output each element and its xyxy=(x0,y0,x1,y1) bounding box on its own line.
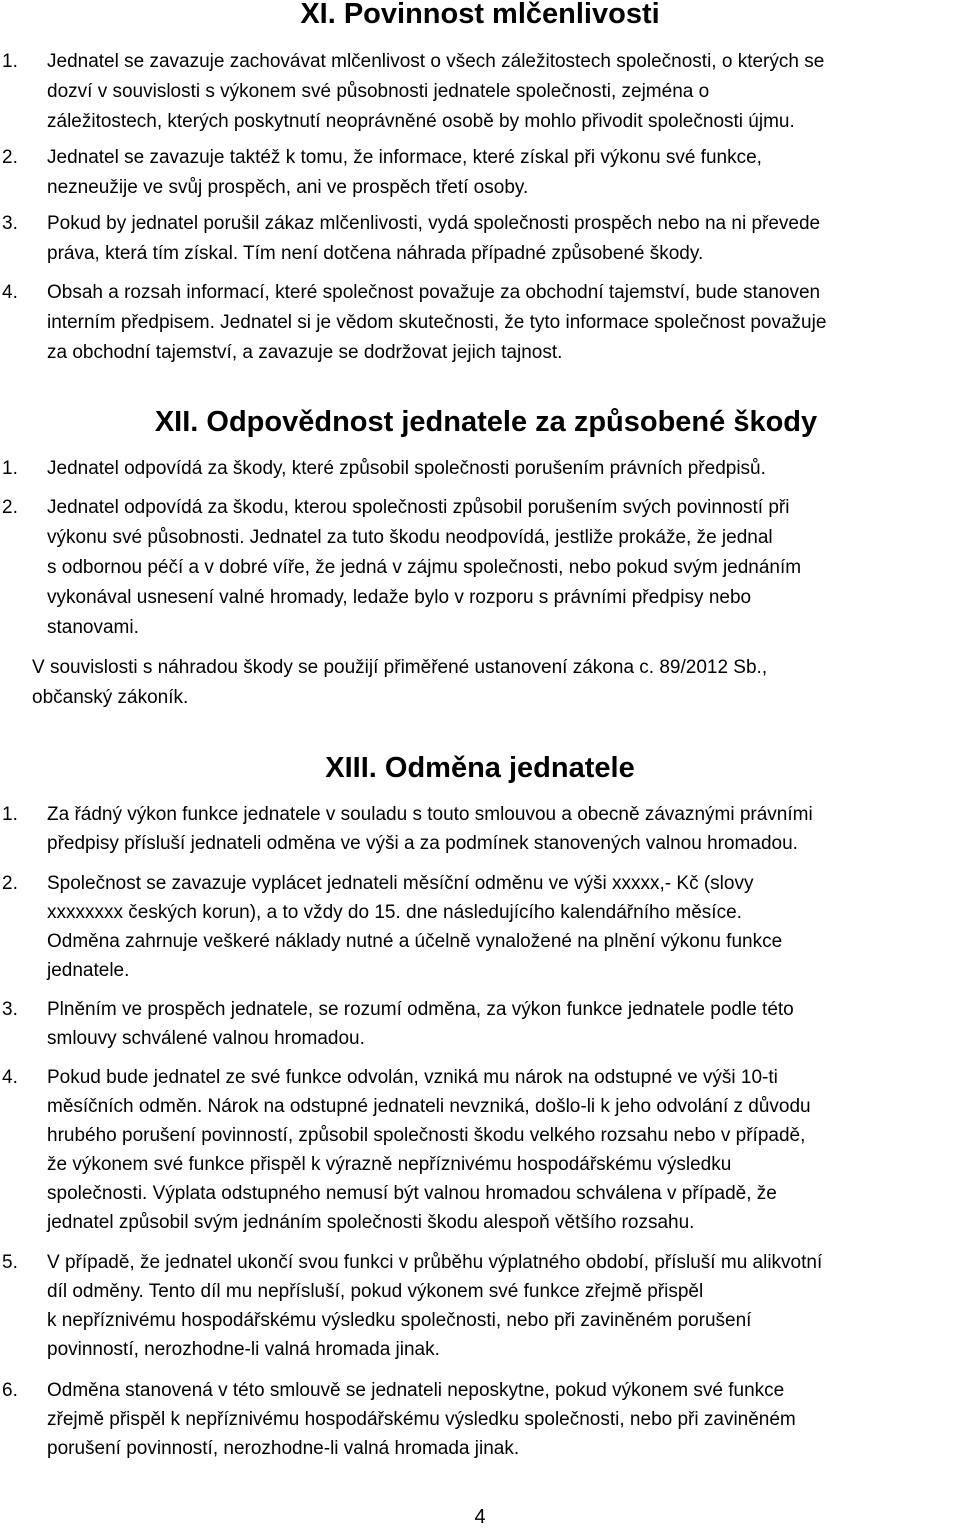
item-number: 5. xyxy=(2,1252,18,1273)
item-text xyxy=(47,143,957,203)
section-paragraph xyxy=(32,653,957,713)
item-number: 4. xyxy=(2,282,18,303)
item-text xyxy=(47,1248,957,1364)
text-line: povinností, nerozhodne-li valná hromada jinak. xyxy=(47,1339,440,1360)
text-line: Pokud bude jednatel ze své funkce odvolán, vzniká mu nárok na odstupné ve výši 10-ti xyxy=(47,1067,778,1088)
section-heading-xii: XII. Odpovědnost jednatele za způsobené škody xyxy=(154,406,818,438)
item-number: 2. xyxy=(2,497,18,518)
item-text xyxy=(47,1376,957,1463)
page-number: 4 xyxy=(474,1506,486,1528)
section-heading-xiii: XIII. Odměna jednatele xyxy=(325,752,635,784)
text-line: smlouvy schválené valnou hromadou. xyxy=(47,1028,365,1049)
text-line: společnosti. Výplata odstupného nemusí být valnou hromadou schválena v případě, že xyxy=(47,1183,777,1204)
text-line: Jednatel odpovídá za škody, které způsobil společnosti porušením právních předpisů. xyxy=(47,458,766,479)
item-text xyxy=(47,493,957,643)
text-line: zřejmě přispěl k nepříznivému hospodářskému výsledku společnosti, nebo při zaviněném xyxy=(47,1409,796,1430)
text-line: V souvislosti s náhradou škody se použijí přiměřené ustanovení zákona c. 89/2012 Sb., xyxy=(32,657,768,678)
item-number: 2. xyxy=(2,873,18,894)
text-line: s odbornou péčí a v dobré víře, že jedná v zájmu společnosti, nebo pokud svým jednáním xyxy=(47,557,802,578)
item-number: 2. xyxy=(2,147,18,168)
section-heading-xi: XI. Povinnost mlčenlivosti xyxy=(300,0,660,30)
text-line: díl odměny. Tento díl mu nepřísluší, pokud výkonem své funkce zřejmě přispěl xyxy=(47,1281,704,1302)
item-number: 3. xyxy=(2,213,18,234)
text-line: interním předpisem. Jednatel si je vědom skutečnosti, že tyto informace společnost považuje xyxy=(47,312,827,333)
item-text xyxy=(47,278,957,368)
text-line: Obsah a rozsah informací, které společnost považuje za obchodní tajemství, bude stanoven xyxy=(47,282,821,303)
text-line: jednatele. xyxy=(47,960,130,981)
text-line: měsíčních odměn. Nárok na odstupné jednateli nevzniká, došlo-li k jeho odvolání z důvodu xyxy=(47,1096,811,1117)
item-number: 3. xyxy=(2,999,18,1020)
text-line: výkonu své působnosti. Jednatel za tuto škodu neodpovídá, jestliže prokáže, že jednal xyxy=(47,527,773,548)
text-line: Společnost se zavazuje vyplácet jednateli měsíční odměnu ve výši xxxxx,- Kč (slovy xyxy=(47,873,754,894)
text-line: Pokud by jednatel porušil zákaz mlčenlivosti, vydá společnosti prospěch nebo na ni převede xyxy=(47,213,821,234)
text-line: za obchodní tajemství, a zavazuje se dodržovat jejich tajnost. xyxy=(47,342,563,363)
text-line: vykonával usnesení valné hromady, ledaže bylo v rozporu s právními předpisy nebo xyxy=(47,587,752,608)
item-number: 4. xyxy=(2,1067,18,1088)
text-line: Odměna stanovená v této smlouvě se jednateli neposkytne, pokud výkonem své funkce xyxy=(47,1380,785,1401)
item-number: 1. xyxy=(2,458,18,479)
item-text xyxy=(47,209,957,269)
item-number: 6. xyxy=(2,1380,18,1401)
text-line: Jednatel se zavazuje taktéž k tomu, že informace, které získal při výkonu své funkce, xyxy=(47,147,762,168)
text-line: hrubého porušení povinností, způsobil společnosti škodu velkého rozsahu nebo v případě, xyxy=(47,1125,806,1146)
text-line: práva, která tím získal. Tím není dotčena náhrada případné způsobené škody. xyxy=(47,243,704,264)
text-line: nezneužije ve svůj prospěch, ani ve prospěch třetí osoby. xyxy=(47,177,529,198)
text-line: stanovami. xyxy=(47,617,139,638)
item-text xyxy=(47,800,957,858)
text-line: jednatel způsobil svým jednáním společnosti škodu alespoň většího rozsahu. xyxy=(47,1212,695,1233)
text-line: Jednatel se zavazuje zachovávat mlčenlivost o všech záležitostech společnosti, o kterých se xyxy=(47,51,825,72)
item-text xyxy=(47,995,957,1053)
text-line: xxxxxxxx českých korun), a to vždy do 15. dne následujícího kalendářního měsíce. xyxy=(47,902,742,923)
text-line: V případě, že jednatel ukončí svou funkci v průběhu výplatného období, přísluší mu alikvotní xyxy=(47,1252,823,1273)
item-text xyxy=(47,1063,957,1237)
item-text xyxy=(47,869,957,985)
item-number: 1. xyxy=(2,804,18,825)
text-line: Za řádný výkon funkce jednatele v souladu s touto smlouvou a obecně závaznými právními xyxy=(47,804,813,825)
text-line: k nepříznivému hospodářskému výsledku společnosti, nebo při zaviněném porušení xyxy=(47,1310,752,1331)
text-line: předpisy přísluší jednateli odměna ve výši a za podmínek stanovených valnou hromadou. xyxy=(47,833,798,854)
item-text xyxy=(47,47,957,137)
text-line: Odměna zahrnuje veškeré náklady nutné a účelně vynaložené na plnění výkonu funkce xyxy=(47,931,783,952)
text-line: že výkonem své funkce přispěl k výrazně nepříznivému hospodářskému výsledku xyxy=(47,1154,732,1175)
text-line: občanský zákoník. xyxy=(32,687,189,708)
text-line: porušení povinností, nerozhodne-li valná hromada jinak. xyxy=(47,1438,520,1459)
text-line: dozví v souvislosti s výkonem své působnosti jednatele společnosti, zejména o xyxy=(47,81,710,102)
text-line: záležitostech, kterých poskytnutí neoprávněné osobě by mohlo přivodit společnosti újmu. xyxy=(47,111,795,132)
item-text xyxy=(47,454,957,484)
item-number: 1. xyxy=(2,51,18,72)
text-line: Jednatel odpovídá za škodu, kterou společnosti způsobil porušením svých povinností při xyxy=(47,497,790,518)
text-line: Plněním ve prospěch jednatele, se rozumí odměna, za výkon funkce jednatele podle této xyxy=(47,999,794,1020)
